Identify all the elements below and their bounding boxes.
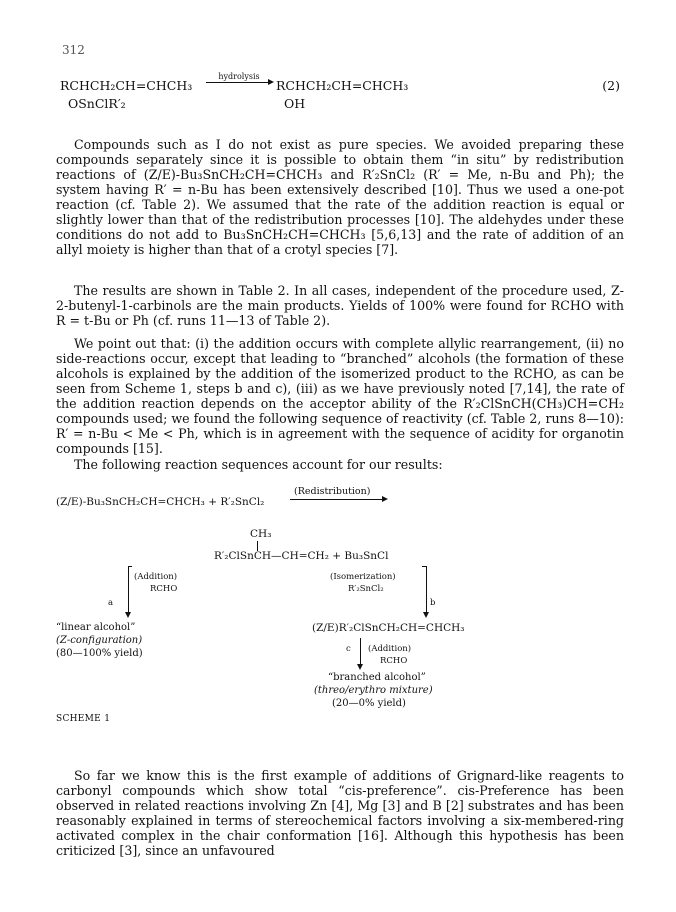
paragraph-4: The following reaction sequences account for our results: [74, 456, 443, 472]
eq2-arrow [206, 72, 272, 83]
scheme-start: (Z/E)-Bu₃SnCH₂CH=CHCH₃ + R′₂SnCl₂ [56, 496, 265, 508]
scheme-addition-label-2: (Addition) [368, 644, 412, 654]
scheme-linear-alcohol: “linear alcohol” [56, 622, 136, 633]
eq2-arrow-label: hydrolysis [218, 72, 260, 81]
scheme-addition-reagent-2: RCHO [380, 656, 408, 666]
paragraph-5: So far we know this is the first example of additions of Grignard-like reagents to carbonyl compounds which show total “cis-preference”. cis-Preference has been observed in related reactions involving Zn [4], Mg [3] and B [2] substrates and has been reasonably explained in terms of stereochemical factors involving a six-membered-ring activated complex in the chair conformation [16]. Although this hypothesis has been criticized [3], since an unfavoured [56, 767, 624, 859]
eq2-product: RCHCH₂CH=CHCH₃ [276, 78, 409, 93]
scheme-linear-config: (Z-configuration) [56, 635, 143, 646]
scheme-branched-yield: (20—0% yield) [332, 698, 406, 709]
paragraph-3: We point out that: (i) the addition occurs with complete allylic rearrangement, (ii) no side-reactions occur, except that leading to “branched” alcohols (the formation of these alcohols is explained by the addition of the isomerized product to the RCHO, as can be seen from Scheme 1, steps b and c), (iii) as we have previously noted [7,14], the rate of the addition reaction depends on the acceptor ability of the R′₂ClSnCH(CH₃)CH=CH₂ compounds used; we found the following sequence of reactivity (cf. Table 2, runs 8—10): R′ = n-Bu < Me < Ph, which is in agreement with the sequence of acidity for organotin compounds [15]. [56, 335, 624, 457]
scheme-step-c: c [346, 644, 351, 654]
page-number: 312 [62, 43, 85, 57]
equation-2 [60, 70, 620, 120]
scheme-addition-reagent: RCHO [150, 584, 178, 594]
scheme-step-a: a [108, 598, 114, 608]
eq2-reactant: RCHCH₂CH=CHCH₃ [60, 78, 193, 93]
eq2-reactant-substituent: OSnClR′₂ [68, 96, 126, 111]
scheme-isomerization-reagent: R′₂SnCl₂ [348, 584, 384, 594]
scheme-isomerized-product: (Z/E)R′₂ClSnCH₂CH=CHCH₃ [312, 622, 465, 634]
scheme-branched-alcohol: “branched alcohol” [328, 672, 426, 683]
scheme-redistribution-label: (Redistribution) [294, 486, 371, 497]
scheme-intermediate: R′₂ClSnCH—CH=CH₂ + Bu₃SnCl [214, 550, 389, 562]
down-arrow-icon [360, 638, 361, 668]
scheme-caption: SCHEME 1 [56, 714, 111, 724]
down-arrow-icon [426, 566, 427, 616]
eq2-product-substituent: OH [284, 96, 306, 111]
scheme-isomerization-label: (Isomerization) [330, 572, 396, 582]
scheme-intermediate-ch3: CH₃ [250, 528, 272, 540]
scheme-branched-mixture: (threo/erythro mixture) [314, 685, 433, 696]
down-arrow-icon [128, 566, 129, 616]
scheme-linear-yield: (80—100% yield) [56, 648, 143, 659]
paragraph-2: The results are shown in Table 2. In all cases, independent of the procedure used, Z-2-butenyl-1-carbinols are the main products. Yields of 100% were found for RCHO with R = t-Bu or Ph (cf. runs 11—13 of Table 2). [56, 282, 624, 328]
scheme-step-b: b [430, 598, 436, 608]
right-arrow-icon [206, 82, 272, 83]
eq2-number: (2) [602, 78, 620, 93]
paragraph-1: Compounds such as I do not exist as pure species. We avoided preparing these compounds separately since it is possible to obtain them “in situ” by redistribution reactions of (Z/E)-Bu₃SnCH₂CH=CHCH₃ and R′₂SnCl₂ (R′ = Me, n-Bu and Ph); the system having R′ = n-Bu has been extensively described [10]. Thus we used a one-pot reaction (cf. Table 2). We assumed that the rate of the addition reaction is equal or slightly lower than that of the redistribution processes [10]. The aldehydes under these conditions do not add to Bu₃SnCH₂CH=CHCH₃ [5,6,13] and the rate of addition of an allyl moiety is higher than that of a crotyl species [7]. [56, 136, 624, 258]
right-arrow-icon [290, 499, 386, 500]
scheme-1 [56, 486, 624, 736]
scheme-addition-label: (Addition) [134, 572, 178, 582]
